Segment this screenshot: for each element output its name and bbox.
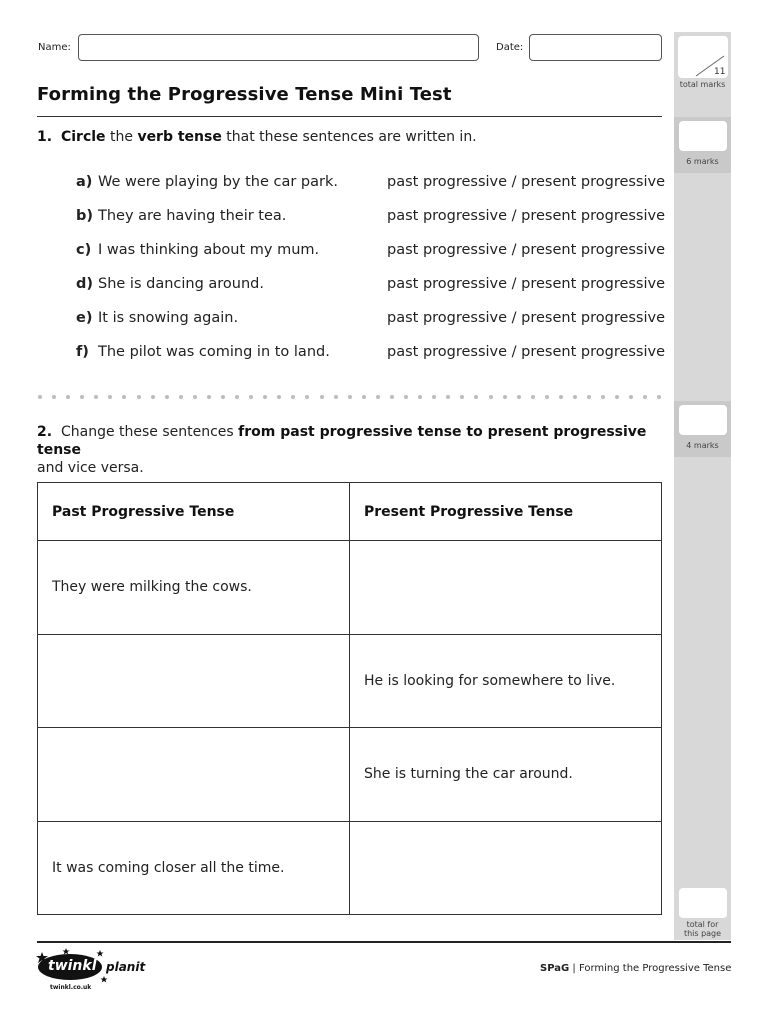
column-header-present: Present Progressive Tense: [350, 483, 662, 541]
q1-row-a: [76, 174, 338, 190]
divider-dot: [531, 395, 535, 399]
question-2-prompt: [37, 423, 667, 477]
divider-dot: [221, 395, 225, 399]
q1-row-letter: f): [76, 344, 89, 360]
q1-marks-box[interactable]: [679, 121, 727, 151]
question-1-text-mid: the: [110, 129, 133, 145]
table-row: [38, 541, 662, 635]
divider-dot: [151, 395, 155, 399]
divider-dot: [207, 395, 211, 399]
q1-row-sentence: We were playing by the car park.: [98, 174, 338, 190]
divider-dot: [348, 395, 352, 399]
q1-row-letter: e): [76, 310, 93, 326]
divider-dot: [418, 395, 422, 399]
divider-dot: [52, 395, 56, 399]
divider-dot: [390, 395, 394, 399]
q1-row-e-choices[interactable]: past progressive / present progressive: [387, 310, 666, 326]
divider-dot: [643, 395, 647, 399]
divider-dot: [334, 395, 338, 399]
q2-marks-box[interactable]: [679, 405, 727, 435]
q1-row-letter: a): [76, 174, 93, 190]
divider-dot: [587, 395, 591, 399]
divider-dot: [432, 395, 436, 399]
divider-dot: [277, 395, 281, 399]
footer-divider: [37, 941, 731, 943]
divider-dot: [108, 395, 112, 399]
divider-dot: [305, 395, 309, 399]
divider-dot: [66, 395, 70, 399]
divider-dot: [291, 395, 295, 399]
q1-row-b: [76, 208, 286, 224]
question-2-bold: from past progressive tense to present progressive tense: [37, 424, 647, 458]
dotted-divider: [38, 395, 662, 399]
footer-separator: |: [569, 963, 579, 974]
table-cell-present[interactable]: [350, 541, 662, 635]
footer-document-name: Forming the Progressive Tense: [578, 963, 732, 974]
table-row: [38, 821, 662, 915]
divider-dot: [362, 395, 366, 399]
divider-dot: [460, 395, 464, 399]
divider-dot: [629, 395, 633, 399]
divider-dot: [249, 395, 253, 399]
question-2-text-start: Change these sentences: [60, 424, 234, 440]
table-cell-past: It was coming closer all the time.: [38, 821, 350, 915]
question-1-verb: Circle: [60, 129, 106, 145]
divider-dot: [503, 395, 507, 399]
q1-row-sentence: She is dancing around.: [98, 276, 264, 292]
table-cell-present: He is looking for somewhere to live.: [350, 634, 662, 728]
question-2-text-end: and vice versa.: [37, 460, 144, 476]
q1-row-d: [76, 276, 264, 292]
date-field[interactable]: [529, 34, 662, 61]
table-cell-present: She is turning the car around.: [350, 728, 662, 822]
divider-dot: [559, 395, 563, 399]
divider-dot: [165, 395, 169, 399]
table-cell-past: They were milking the cows.: [38, 541, 350, 635]
q1-marks-label: 6 marks: [686, 157, 719, 166]
page-total-box[interactable]: [679, 888, 727, 918]
q1-row-f-choices[interactable]: past progressive / present progressive: [387, 344, 666, 360]
logo-text: twinkl: [48, 958, 97, 974]
divider-dot: [517, 395, 521, 399]
divider-dot: [235, 395, 239, 399]
divider-dot: [137, 395, 141, 399]
q1-row-letter: b): [76, 208, 94, 224]
divider-dot: [404, 395, 408, 399]
divider-dot: [545, 395, 549, 399]
q1-row-b-choices[interactable]: past progressive / present progressive: [387, 208, 666, 224]
divider-dot: [573, 395, 577, 399]
q1-row-d-choices[interactable]: past progressive / present progressive: [387, 276, 666, 292]
divider-dot: [376, 395, 380, 399]
table-cell-past[interactable]: [38, 634, 350, 728]
divider-dot: [263, 395, 267, 399]
q1-row-sentence: They are having their tea.: [98, 208, 287, 224]
q1-row-e: [76, 310, 238, 326]
question-1-number: 1.: [37, 129, 53, 145]
divider-dot: [474, 395, 478, 399]
divider-dot: [657, 395, 661, 399]
tense-table: [37, 482, 662, 915]
table-row: [38, 634, 662, 728]
divider-dot: [94, 395, 98, 399]
question-1-term: verb tense: [137, 129, 222, 145]
footer-subject: SPaG: [540, 963, 570, 974]
q1-row-sentence: I was thinking about my mum.: [98, 242, 320, 258]
q1-row-a-choices[interactable]: past progressive / present progressive: [387, 174, 666, 190]
q1-row-letter: c): [76, 242, 92, 258]
divider-dot: [615, 395, 619, 399]
question-1-text-end: that these sentences are written in.: [226, 129, 477, 145]
q1-row-c: [76, 242, 319, 258]
page-total-label-line1: total for: [686, 920, 719, 929]
question-2-number: 2.: [37, 424, 53, 440]
date-label: Date:: [496, 42, 524, 53]
q1-row-sentence: It is snowing again.: [98, 310, 239, 326]
divider-dot: [601, 395, 605, 399]
page-title: Forming the Progressive Tense Mini Test: [37, 84, 452, 105]
title-divider: [37, 116, 662, 117]
name-field[interactable]: [78, 34, 479, 61]
page-total-label-line2: this page: [683, 929, 722, 938]
table-header-row: [38, 483, 662, 541]
q1-row-sentence: The pilot was coming in to land.: [98, 344, 330, 360]
divider-dot: [122, 395, 126, 399]
divider-dot: [179, 395, 183, 399]
total-marks-label: total marks: [679, 80, 726, 89]
column-header-past: Past Progressive Tense: [38, 483, 350, 541]
divider-dot: [193, 395, 197, 399]
q2-marks-label: 4 marks: [686, 441, 719, 450]
divider-dot: [320, 395, 324, 399]
logo-url: twinkl.co.uk: [50, 984, 92, 991]
q1-row-f: [76, 344, 330, 360]
table-cell-present[interactable]: [350, 821, 662, 915]
total-marks-value: 11: [714, 67, 726, 77]
divider-dot: [38, 395, 42, 399]
divider-dot: [80, 395, 84, 399]
table-row: [38, 728, 662, 822]
table-cell-past[interactable]: [38, 728, 350, 822]
q1-row-letter: d): [76, 276, 94, 292]
divider-dot: [446, 395, 450, 399]
divider-dot: [489, 395, 493, 399]
question-1-prompt: [37, 129, 477, 145]
footer-title: [540, 963, 731, 974]
logo-plan-text: planit: [106, 960, 146, 974]
q1-row-c-choices[interactable]: past progressive / present progressive: [387, 242, 666, 258]
name-label: Name:: [38, 42, 71, 53]
twinkl-logo: [36, 946, 156, 994]
